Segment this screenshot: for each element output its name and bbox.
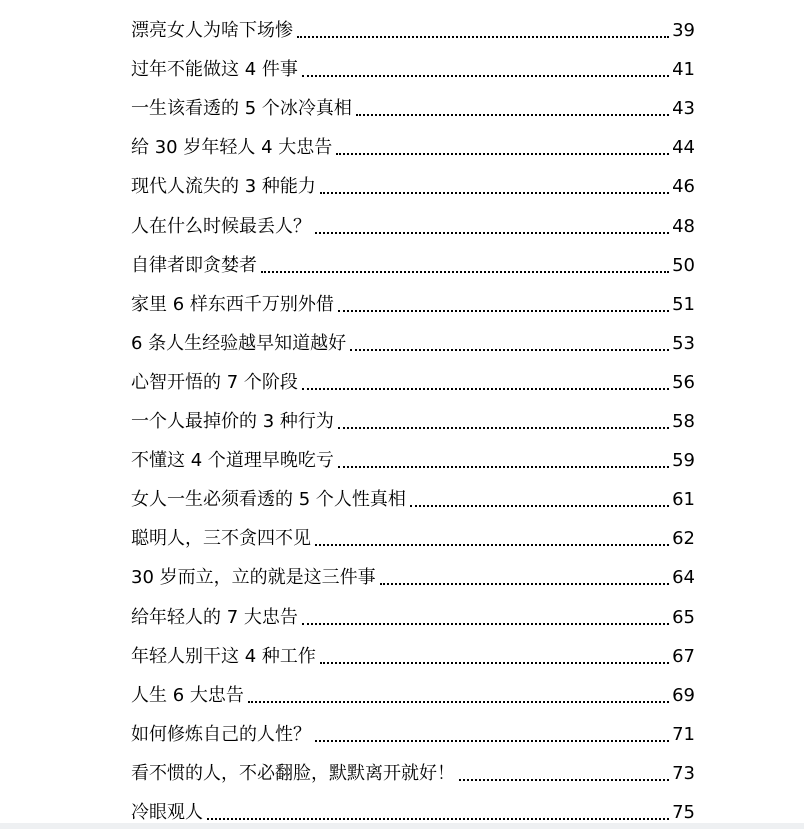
toc-entry[interactable] [131, 47, 695, 86]
toc-entry-title: 30 岁而立，立的就是这三件事 [131, 567, 376, 589]
toc-entry-title: 现代人流失的 3 种能力 [131, 176, 316, 198]
toc-entry-title: 年轻人别干这 4 种工作 [131, 645, 316, 667]
toc-entry[interactable] [131, 203, 695, 242]
toc-entry[interactable] [131, 673, 695, 712]
toc-entry-title: 一个人最掉价的 3 种行为 [131, 411, 334, 433]
toc-entry[interactable] [131, 516, 695, 555]
toc-entry-title: 6 条人生经验越早知道越好 [131, 332, 347, 354]
toc-entry[interactable] [131, 751, 695, 790]
toc-entry-title: 心智开悟的 7 个阶段 [131, 371, 298, 393]
toc-page-number: 64 [672, 567, 695, 589]
toc-page-number: 44 [672, 137, 695, 159]
toc-dot-leader [248, 701, 669, 703]
toc-page-number: 59 [672, 450, 695, 472]
toc-dot-leader [356, 114, 669, 116]
toc-page-number: 48 [672, 215, 695, 237]
toc-entry-title: 看不惯的人，不必翻脸，默默离开就好！ [131, 762, 455, 784]
toc-page-number: 65 [672, 606, 695, 628]
toc-dot-leader [459, 779, 669, 781]
toc-entry[interactable] [131, 594, 695, 633]
toc-entry[interactable] [131, 86, 695, 125]
toc-page-number: 61 [672, 489, 695, 511]
toc-entry-title: 如何修炼自己的人性？ [131, 723, 311, 745]
toc-dot-leader [261, 271, 669, 273]
toc-entry[interactable] [131, 712, 695, 751]
toc-entry[interactable] [131, 634, 695, 673]
toc-entry[interactable] [131, 125, 695, 164]
toc-page-number: 56 [672, 371, 695, 393]
toc-page-number: 75 [672, 801, 695, 823]
toc-entry-title: 自律者即贪婪者 [131, 254, 257, 276]
toc-page-number: 50 [672, 254, 695, 276]
toc-page-number: 73 [672, 762, 695, 784]
toc-entry-title: 家里 6 样东西千万别外借 [131, 293, 334, 315]
toc-dot-leader [302, 623, 669, 625]
toc-page-number: 46 [672, 176, 695, 198]
toc-page-number: 41 [672, 59, 695, 81]
toc-page-number: 51 [672, 293, 695, 315]
toc-entry-title: 人生 6 大忠告 [131, 684, 244, 706]
toc-dot-leader [380, 583, 669, 585]
toc-entry[interactable] [131, 243, 695, 282]
toc-entry[interactable] [131, 360, 695, 399]
toc-entry[interactable] [131, 555, 695, 594]
toc-dot-leader [336, 153, 669, 155]
toc-dot-leader [320, 192, 669, 194]
toc-page-number: 58 [672, 411, 695, 433]
toc-dot-leader [302, 388, 669, 390]
toc-entry-title: 给 30 岁年轻人 4 大忠告 [131, 137, 333, 159]
toc-entry-title: 聪明人，三不贪四不见 [131, 528, 311, 550]
toc-dot-leader [410, 505, 669, 507]
toc-page-number: 67 [672, 645, 695, 667]
toc-dot-leader [302, 75, 669, 77]
toc-entry-title: 给年轻人的 7 大忠告 [131, 606, 298, 628]
toc-entry[interactable] [131, 282, 695, 321]
toc-page-number: 43 [672, 98, 695, 120]
toc-entry-title: 女人一生必须看透的 5 个人性真相 [131, 489, 406, 511]
toc-dot-leader [338, 427, 669, 429]
toc-entry-title: 冷眼观人 [131, 801, 203, 823]
toc-entry[interactable] [131, 321, 695, 360]
toc-page-number: 53 [672, 332, 695, 354]
toc-page-number: 62 [672, 528, 695, 550]
toc-dot-leader [350, 349, 669, 351]
toc-entry-title: 一生该看透的 5 个冰冷真相 [131, 98, 352, 120]
toc-page-number: 71 [672, 723, 695, 745]
toc-entry[interactable] [131, 8, 695, 47]
toc-dot-leader [297, 36, 669, 38]
toc-entry[interactable] [131, 399, 695, 438]
table-of-contents [131, 8, 695, 829]
toc-entry-title: 人在什么时候最丢人？ [131, 215, 311, 237]
toc-entry-title: 漂亮女人为啥下场惨 [131, 20, 293, 42]
page-bottom-edge [0, 823, 804, 829]
toc-dot-leader [207, 818, 669, 820]
toc-dot-leader [315, 544, 669, 546]
toc-entry[interactable] [131, 477, 695, 516]
toc-entry-title: 过年不能做这 4 件事 [131, 59, 298, 81]
toc-dot-leader [315, 232, 669, 234]
toc-dot-leader [320, 662, 669, 664]
toc-dot-leader [315, 740, 669, 742]
toc-page-number: 39 [672, 20, 695, 42]
toc-entry[interactable] [131, 438, 695, 477]
toc-entry-title: 不懂这 4 个道理早晚吃亏 [131, 450, 334, 472]
toc-page-number: 69 [672, 684, 695, 706]
toc-dot-leader [338, 466, 669, 468]
toc-entry[interactable] [131, 164, 695, 203]
toc-dot-leader [338, 310, 669, 312]
